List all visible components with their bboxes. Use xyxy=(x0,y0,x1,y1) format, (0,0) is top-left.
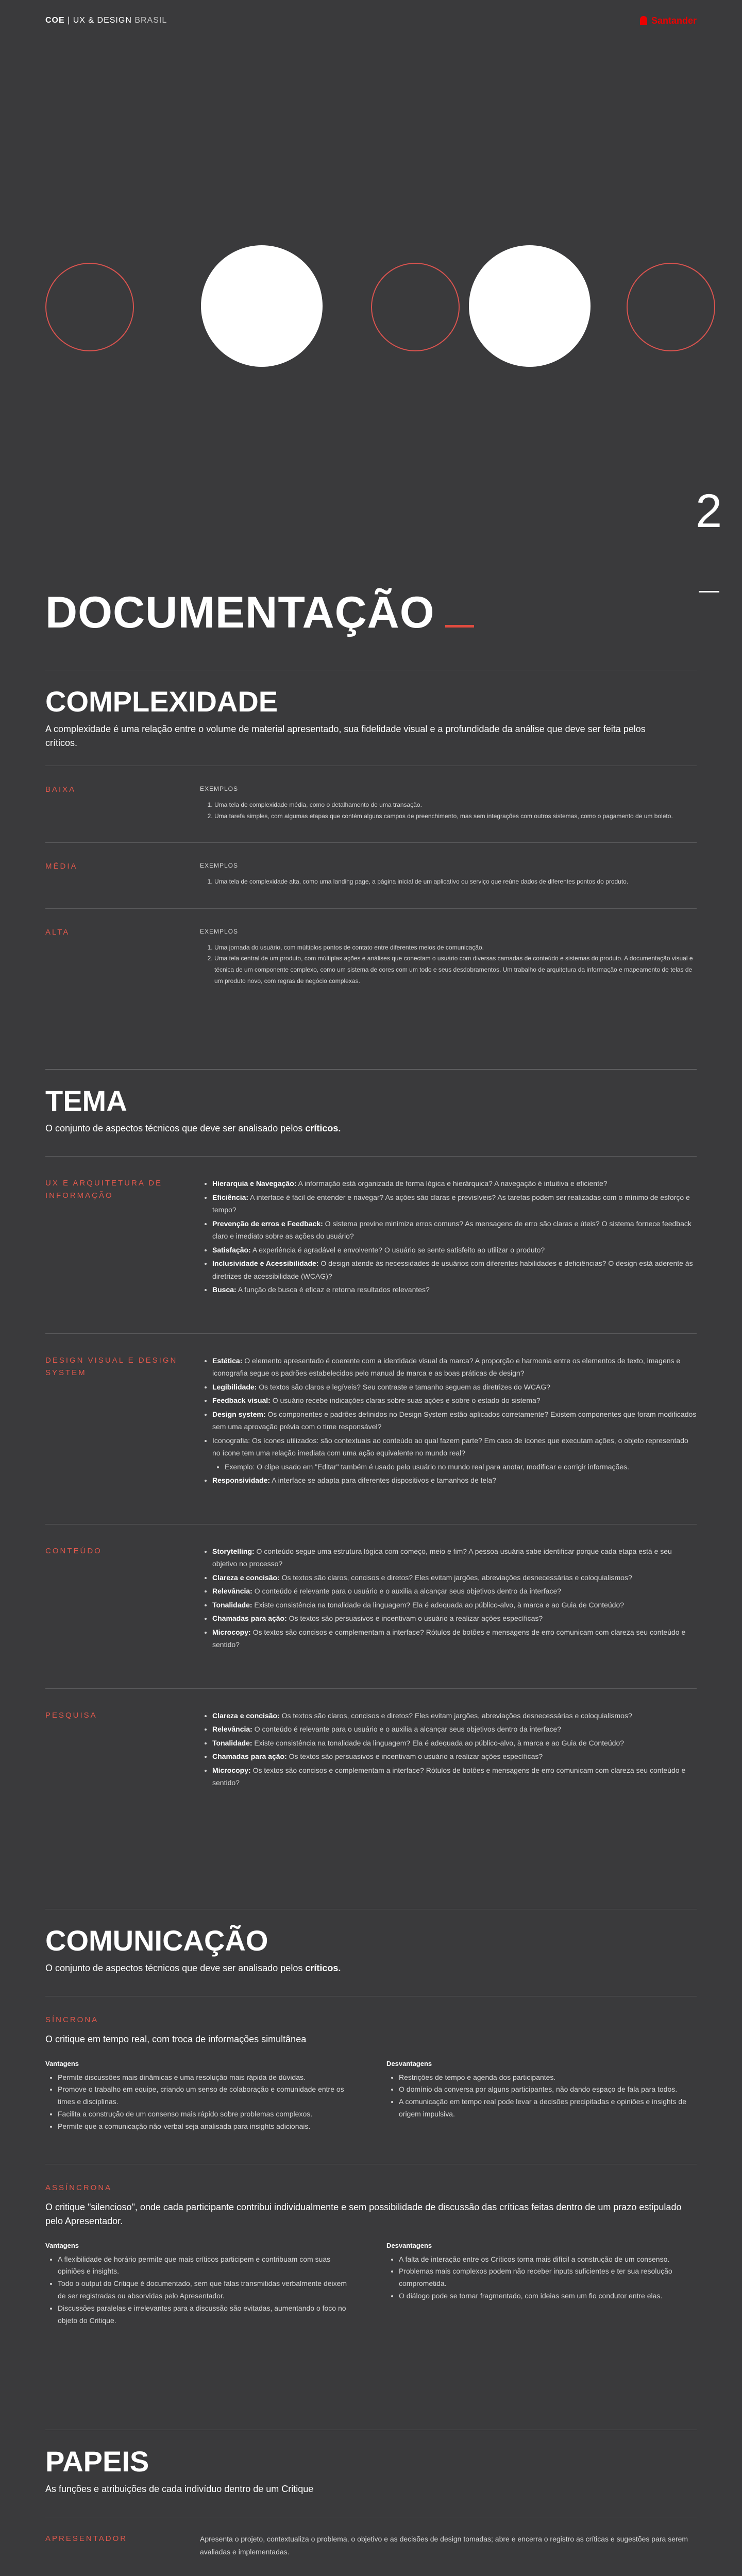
disadvantages-column xyxy=(386,2060,697,2133)
criterion-name: Feedback visual: xyxy=(212,1396,271,1405)
tema-row xyxy=(45,1157,697,1333)
criteria-list xyxy=(200,1354,697,1487)
tema-body xyxy=(200,1709,697,1790)
criterion-text: Os textos são concisos e complementam a interface? Rótulos de botões e mensagens de erro comunicam com clareza seu conteúdo e sentido? xyxy=(212,1766,686,1787)
criterion-text: O usuário recebe indicações claras sobre suas ações e sobre o estado do sistema? xyxy=(270,1396,541,1405)
complexidade-rows xyxy=(45,766,697,1007)
criterion-name: Chamadas para ação: xyxy=(212,1752,287,1761)
list-item: 1. Uma jornada do usuário, com múltiplos pontos de contato entre diferentes meios de comunicação. xyxy=(214,942,697,954)
criterion-name: Clareza e concisão: xyxy=(212,1573,280,1582)
criterion-text: O conteúdo é relevante para o usuário e o auxilia a alcançar seus objetivos dentro da interface? xyxy=(252,1725,562,1734)
list-item: • Promove o trabalho em equipe, criando um senso de colaboração e comunidade entre os times e disciplinas. xyxy=(58,2083,356,2108)
section-title: COMPLEXIDADE xyxy=(45,685,278,718)
list-item xyxy=(212,1626,697,1651)
advantages-column xyxy=(45,2060,356,2133)
list-item xyxy=(212,1354,697,1380)
list-item xyxy=(212,1257,697,1282)
tema-row xyxy=(45,1689,697,1826)
list-item xyxy=(212,1283,697,1296)
disadvantages-column xyxy=(386,2242,697,2327)
hero xyxy=(0,41,742,670)
list-item xyxy=(212,1381,697,1394)
list-item: 2. Uma tarefa simples, com algumas etapas que contém alguns campos de preenchimento, mas sem integrações com outros sistemas, como o pagamento de um boleto. xyxy=(214,811,697,822)
criterion-text: O design atende às necessidades de usuários com diferentes habilidades e deficiências? O design está aderente às diretrizes de acessibilidade (WCAG)? xyxy=(212,1259,693,1280)
list-item xyxy=(212,1217,697,1243)
criteria-list xyxy=(200,1545,697,1651)
brand-country: BRASIL xyxy=(134,16,167,25)
role-text: Apresenta o projeto, contextualiza o problema, o objetivo e as decisões de design tomadas; abre e encerra o registro as críticas e sugestões para serem avaliadas e implementadas. xyxy=(200,2535,688,2556)
list-item: • Restrições de tempo e agenda dos participantes. xyxy=(399,2072,697,2084)
tema-label: CONTEÚDO xyxy=(45,1546,102,1555)
section-title: COMUNICAÇÃO xyxy=(45,1924,268,1957)
brand-rest: UX & DESIGN xyxy=(73,16,132,25)
communication-block xyxy=(45,1996,697,2164)
criterion-name: Prevenção de erros e Feedback: xyxy=(212,1219,323,1228)
list-item: • O diálogo pode se tornar fragmentado, com ideias sem um fio condutor entre elas. xyxy=(399,2290,697,2302)
criterion-name: Microcopy: xyxy=(212,1766,251,1774)
criterion-name: Satisfação: xyxy=(212,1245,251,1254)
examples-list xyxy=(200,800,697,822)
role-label: APRESENTADOR xyxy=(45,2534,128,2544)
section-title: TEMA xyxy=(45,1084,127,1117)
criterion-text: Os textos são claros e legíveis? Seu contraste e tamanho seguem as diretrizes do WCAG? xyxy=(257,1382,550,1391)
criterion-text: O conteúdo segue uma estrutura lógica com começo, meio e fim? A pessoa usuária sabe identificar porque cada etapa está e seu objetivo no processo? xyxy=(212,1547,672,1568)
tema-rows xyxy=(45,1156,697,1826)
tema-body xyxy=(200,1177,697,1297)
examples-title: EXEMPLOS xyxy=(200,862,239,870)
santander-logo[interactable]: Santander xyxy=(640,15,697,26)
section-subtitle: O conjunto de aspectos técnicos que deve ser analisado pelos críticos. xyxy=(45,1123,341,1134)
tema-label: PESQUISA xyxy=(45,1710,97,1720)
pros-cons xyxy=(45,2060,697,2133)
title-cursor xyxy=(445,625,474,628)
list-item xyxy=(212,1394,697,1407)
column-list xyxy=(45,2253,356,2327)
column-title: Vantagens xyxy=(45,2059,79,2067)
list-item xyxy=(212,1177,697,1190)
list-item: • Permite que a comunicação não-verbal seja analisada para insights adicionais. xyxy=(58,2121,356,2133)
column-title: Desvantagens xyxy=(386,2059,432,2067)
communication-label: SÍNCRONA xyxy=(45,2015,99,2024)
tema-row xyxy=(45,1524,697,1688)
criteria-list xyxy=(200,1709,697,1789)
complexity-body xyxy=(200,926,697,987)
pros-cons xyxy=(45,2242,697,2327)
criterion-text: O sistema previne minimiza erros comuns? As mensagens de erro são claras e úteis? O sistema fornece feedback claro e imediato sobre as ações do usuário? xyxy=(212,1219,692,1241)
tema-label: DESIGN VISUAL E DESIGN SYSTEM xyxy=(45,1355,178,1377)
list-item: • Discussões paralelas e irrelevantes para a discussão são evitadas, aumentando o foco no objeto do Critique. xyxy=(58,2302,356,2327)
list-item: • Problemas mais complexos podem não receber inputs suficientes e ter sua resolução comprometida. xyxy=(399,2265,697,2290)
section-complexidade xyxy=(0,670,742,1007)
complexity-label: ALTA xyxy=(45,927,70,937)
criterion-text: Os textos são concisos e complementam a interface? Rótulos de botões e mensagens de erro comunicam com clareza seu conteúdo e sentido? xyxy=(212,1628,686,1649)
criterion-name: Responsividade: xyxy=(212,1476,271,1485)
list-item xyxy=(212,1545,697,1570)
tema-body xyxy=(200,1545,697,1652)
criterion-text: Os textos são persuasivos e incentivam o usuário a realizar ações específicas? xyxy=(286,1614,543,1623)
complexity-row xyxy=(45,843,697,908)
criterion-text: A informação está organizada de forma lógica e hierárquica? A navegação é intuitiva e eficiente? xyxy=(296,1179,608,1188)
list-item xyxy=(212,1244,697,1257)
criterion-name: Inclusividade e Acessibilidade: xyxy=(212,1259,319,1268)
tema-label: UX E ARQUITETURA DE INFORMAÇÃO xyxy=(45,1179,163,1200)
list-item: • A falta de interação entre os Críticos torna mais difícil a construção de um consenso. xyxy=(399,2253,697,2266)
filled-circle xyxy=(201,245,323,367)
list-item xyxy=(212,1408,697,1433)
list-item xyxy=(212,1709,697,1722)
communication-label: ASSÍNCRONA xyxy=(45,2183,112,2192)
list-item: 1. Uma tela de complexidade média, como o detalhamento de uma transação. xyxy=(214,800,697,811)
list-item xyxy=(212,1585,697,1598)
outline-circle xyxy=(371,263,460,351)
criterion-name: Relevância: xyxy=(212,1725,252,1734)
criterion-text: Existe consistência na tonalidade da linguagem? Ela é adequada ao público-alvo, à marca e ao Guia de Conteúdo? xyxy=(252,1738,625,1747)
criterion-name: Hierarquia e Navegação: xyxy=(212,1179,297,1188)
outline-circle xyxy=(45,263,134,351)
criterion-name: Busca: xyxy=(212,1285,237,1294)
criterion-name: Eficiência: xyxy=(212,1193,249,1201)
role-row xyxy=(45,2517,697,2576)
communication-lead: O critique em tempo real, com troca de informações simultânea xyxy=(45,2033,307,2044)
criterion-text: A experiência é agradável e envolvente? O usuário se sente satisfeito ao utilizar o produto? xyxy=(250,1245,545,1254)
outline-circle xyxy=(627,263,715,351)
criterion-text: A interface se adapta para diferentes dispositivos e tamanhos de tela? xyxy=(270,1476,496,1485)
criterion-name: Tonalidade: xyxy=(212,1600,252,1609)
list-item xyxy=(212,1434,697,1460)
criterion-text: O elemento apresentado é coerente com a identidade visual da marca? A proporção e harmonia entre os elementos de texto, imagens e iconografia segue os padrões estabelecidos pelo manual de marca e as boas práticas de design? xyxy=(212,1356,681,1378)
criterion-text: Iconografia: Os ícones utilizados: são contextuais ao conteúdo ao qual fazem parte? Em caso de ícones que executam ações, o objeto representado no ícone tem uma relação imediata com uma ação equivalente no mundo real? xyxy=(212,1436,688,1458)
comunicacao-blocks xyxy=(45,1996,697,2358)
criterion-name: Microcopy: xyxy=(212,1628,251,1636)
list-item xyxy=(212,1612,697,1625)
tema-row xyxy=(45,1334,697,1524)
list-item: • Todo o output do Critique é documentado, sem que falas transmitidas verbalmente deixem de ser registradas ou absorvidas pelo Apresentador. xyxy=(58,2278,356,2302)
list-item: 1. Uma tela de complexidade alta, como uma landing page, a página inicial de um aplicativo ou serviço que reúne dados de diferentes pontos do produto. xyxy=(214,876,697,888)
criterion-text: Os textos são claros, concisos e diretos? Eles evitam jargões, abreviações desnecessárias e coloquialismos? xyxy=(279,1573,632,1582)
brand-strong: COE xyxy=(45,16,65,25)
criterion-name: Storytelling: xyxy=(212,1547,255,1555)
communication-block xyxy=(45,2164,697,2358)
sub-list xyxy=(212,1461,697,1473)
criterion-text: Os componentes e padrões definidos no Design System estão aplicados corretamente? Existem componentes que foram modificados sem uma aprovação prévia com o time responsável? xyxy=(212,1410,697,1431)
advantages-column xyxy=(45,2242,356,2327)
column-list xyxy=(386,2253,697,2302)
column-list xyxy=(45,2072,356,2133)
complexity-body xyxy=(200,784,697,822)
column-title: Desvantagens xyxy=(386,2241,432,2249)
list-item xyxy=(212,1191,697,1216)
list-item: • A comunicação em tempo real pode levar a decisões precipitadas e opiniões e insights de origem impulsiva. xyxy=(399,2096,697,2121)
criterion-text: A função de busca é eficaz e retorna resultados relevantes? xyxy=(236,1285,430,1294)
section-title: PAPEIS xyxy=(45,2445,149,2478)
complexity-label: BAIXA xyxy=(45,785,76,794)
criterion-name: Tonalidade: xyxy=(212,1738,252,1747)
criterion-name: Estética: xyxy=(212,1356,243,1365)
complexity-row xyxy=(45,766,697,842)
column-list xyxy=(386,2072,697,2121)
list-item: • O domínio da conversa por alguns participantes, não dando espaço de fala para todos. xyxy=(399,2083,697,2096)
criterion-text: Exemplo: O clipe usado em "Editar" também é usado pelo usuário no mundo real para anotar, modificar e corrigir informações. xyxy=(225,1462,629,1471)
criteria-list xyxy=(200,1177,697,1296)
examples-title: EXEMPLOS xyxy=(200,927,239,935)
list-item xyxy=(212,1599,697,1612)
section-subtitle: As funções e atribuições de cada indivíduo dentro de um Critique xyxy=(45,2484,314,2495)
list-item: • Facilita a construção de um consenso mais rápido sobre problemas complexos. xyxy=(58,2108,356,2121)
section-comunicacao xyxy=(0,1909,742,2358)
criterion-text: Os textos são persuasivos e incentivam o usuário a realizar ações específicas? xyxy=(286,1752,543,1761)
flame-icon xyxy=(640,16,647,25)
chapter-number: 2 xyxy=(696,484,742,592)
list-item: 2. Uma tela central de um produto, com múltiplas ações e análises que conectam o usuário com diversas camadas de conteúdo e sistemas do produto. A documentação visual e técnica de um componente complexo, como um sistema de cores com um todo e seus desdobramentos. Um trabalho de arquitetura da informação e mapeamento de telas de um produto novo, com regras de negócio complexas. xyxy=(214,953,697,987)
criterion-name: Chamadas para ação: xyxy=(212,1614,287,1623)
criterion-text: Existe consistência na tonalidade da linguagem? Ela é adequada ao público-alvo, à marca e ao Guia de Conteúdo? xyxy=(252,1600,625,1609)
criterion-text: Os textos são claros, concisos e diretos? Eles evitam jargões, abreviações desnecessárias e coloquialismos? xyxy=(279,1711,632,1720)
page-title: DOCUMENTAÇÃO xyxy=(45,587,474,638)
list-item xyxy=(225,1461,697,1473)
brand: COE | UX & DESIGN BRASIL xyxy=(45,16,167,25)
section-subtitle: O conjunto de aspectos técnicos que deve ser analisado pelos críticos. xyxy=(45,1962,341,1973)
examples-title: EXEMPLOS xyxy=(200,785,239,792)
criterion-name: Legibilidade: xyxy=(212,1382,257,1391)
list-item xyxy=(212,1571,697,1584)
criterion-name: Design system: xyxy=(212,1410,266,1418)
criterion-name: Relevância: xyxy=(212,1587,252,1596)
list-item xyxy=(212,1750,697,1763)
filled-circle xyxy=(469,245,591,367)
list-item: • A flexibilidade de horário permite que mais críticos participem e contribuam com suas opiniões e insights. xyxy=(58,2253,356,2278)
criterion-text: O conteúdo é relevante para o usuário e o auxilia a alcançar seus objetivos dentro da interface? xyxy=(252,1587,562,1596)
examples-list xyxy=(200,876,697,888)
complexity-label: MÉDIA xyxy=(45,862,78,871)
complexity-body xyxy=(200,860,697,888)
column-title: Vantagens xyxy=(45,2241,79,2249)
list-item xyxy=(212,1764,697,1789)
papeis-rows xyxy=(45,2517,697,2576)
criterion-name: Clareza e concisão: xyxy=(212,1711,280,1720)
section-papeis xyxy=(0,2430,742,2576)
tema-body xyxy=(200,1354,697,1488)
section-tema xyxy=(0,1070,742,1826)
top-bar xyxy=(0,0,742,41)
complexity-row xyxy=(45,909,697,1007)
list-item xyxy=(212,1723,697,1736)
communication-lead: O critique "silencioso", onde cada participante contribui individualmente e sem possibilidade de discussão das críticas feitas dentro de um prazo estipulado pelo Apresentador. xyxy=(45,2201,682,2226)
list-item xyxy=(212,1737,697,1750)
section-subtitle: A complexidade é uma relação entre o volume de material apresentado, sua fidelidade visual e a profundidade da análise que deve ser feita pelos críticos. xyxy=(45,724,646,748)
criterion-text: A interface é fácil de entender e navegar? As ações são claras e previsíveis? As tarefas podem ser realizadas com o mínimo de esforço e tempo? xyxy=(212,1193,690,1214)
examples-list xyxy=(200,942,697,987)
list-item xyxy=(212,1474,697,1487)
list-item: • Permite discussões mais dinâmicas e uma resolução mais rápida de dúvidas. xyxy=(58,2072,356,2084)
